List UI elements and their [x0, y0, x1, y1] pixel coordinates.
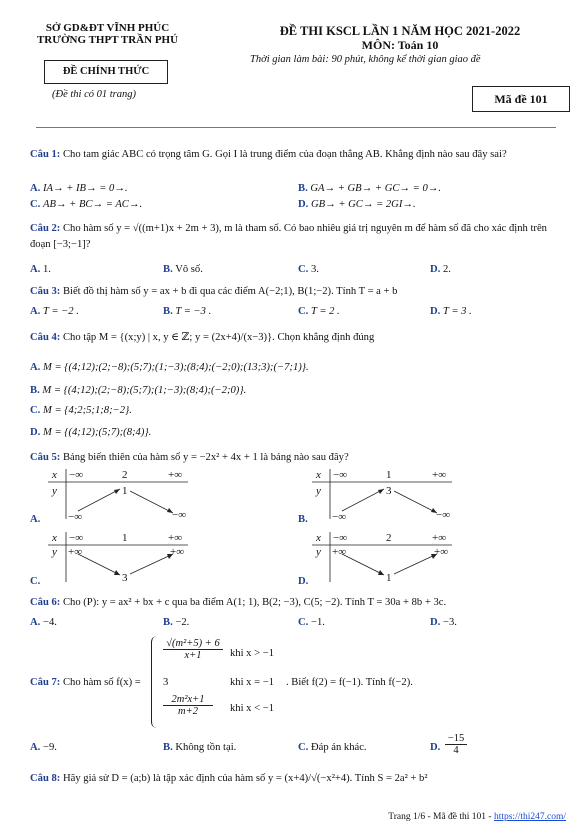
question-text: Cho tập M = {(x;y) | x, y ∈ ℤ; y = (2x+4)/(x−3)}. Chọn khẳng định đúng — [62, 332, 375, 343]
question-2 — [30, 221, 570, 253]
table-neg-inf: −∞ — [333, 532, 348, 544]
question-1 — [30, 148, 570, 162]
table-x-label: x — [316, 469, 321, 481]
table-x-label: x — [52, 532, 57, 544]
q3-option-d[interactable]: D. T = 3 . — [430, 306, 472, 317]
q4-option-c[interactable]: C. M = {4;2;5;1;8;−2}. — [30, 405, 132, 416]
table-y-label: y — [316, 546, 321, 558]
q6-option-a[interactable]: A. −4. — [30, 617, 57, 628]
table-critical-x: 2 — [122, 469, 128, 481]
question-label: Câu 5: — [30, 452, 61, 463]
question-8 — [30, 772, 570, 786]
q6-option-c[interactable]: C. −1. — [298, 617, 325, 628]
piecewise-cond-2: khi x = −1 — [230, 677, 275, 688]
q1-option-a[interactable]: A. IA→ + IB→ = 0→. — [30, 183, 128, 194]
table-pos-inf: +∞ — [432, 532, 447, 544]
table-y-left: −∞ — [332, 511, 347, 523]
table-neg-inf: −∞ — [69, 469, 84, 481]
q6-option-d[interactable]: D. −3. — [430, 617, 457, 628]
question-label: Câu 7: — [30, 677, 61, 688]
variation-table-c[interactable] — [48, 532, 188, 588]
table-pos-inf: +∞ — [432, 469, 447, 481]
piecewise-cond-3: khi x < −1 — [230, 703, 275, 714]
variation-table-b[interactable] — [312, 469, 452, 525]
q5-option-d[interactable]: D. — [298, 576, 309, 587]
question-4 — [30, 331, 570, 345]
table-y-label: y — [52, 546, 57, 558]
variation-table-d[interactable] — [312, 532, 452, 588]
table-x-label: x — [316, 532, 321, 544]
table-pos-inf: +∞ — [168, 532, 183, 544]
official-label: ĐỀ CHÍNH THỨC — [62, 66, 150, 77]
table-y-right: +∞ — [434, 546, 449, 558]
table-y-left: +∞ — [332, 546, 347, 558]
page-footer — [388, 812, 566, 822]
question-label: Câu 6: — [30, 597, 61, 608]
q1-option-b[interactable]: B. GA→ + GB→ + GC→ = 0→. — [298, 183, 441, 194]
exam-title: ĐỀ THI KSCL LẦN 1 NĂM HỌC 2021-2022 — [279, 24, 521, 38]
q2-option-a[interactable]: A. 1. — [30, 264, 51, 275]
piecewise-case-2: 3 — [163, 677, 169, 688]
question-text: Hãy giả sử D = (a;b) là tập xác định của hàm số y = (x+4)/√(−x²+4). Tính S = 2a² + b² — [62, 773, 428, 784]
q4-option-d[interactable]: D. M = {(4;12);(5;7);(8;4)}. — [30, 427, 152, 438]
time-note: Thời gian làm bài: 90 phút, không kể thời gian giao đề — [250, 54, 481, 65]
question-5 — [30, 451, 570, 465]
variation-table-a[interactable] — [48, 469, 188, 525]
question-3 — [30, 285, 570, 299]
q2-option-c[interactable]: C. 3. — [298, 264, 319, 275]
q7-option-d-fraction: −15 4 — [445, 733, 467, 756]
table-critical-x: 1 — [122, 532, 128, 544]
table-critical-x: 2 — [386, 532, 392, 544]
question-label: Câu 4: — [30, 332, 61, 343]
question-text: Cho hàm số f(x) = — [62, 677, 141, 688]
question-label: Câu 3: — [30, 286, 61, 297]
q2-option-b[interactable]: B. Vô số. — [163, 264, 203, 275]
table-y-label: y — [52, 485, 57, 497]
question-7-tail: . Biết f(2) = f(−1). Tính f(−2). — [286, 677, 413, 688]
question-text: Bảng biến thiên của hàm số y = −2x² + 4x + 1 là bảng nào sau đây? — [62, 452, 349, 463]
question-7-intro — [30, 677, 141, 688]
question-text: Cho (P): y = ax² + bx + c qua ba điểm A(1; 1), B(2; −3), C(5; −2). Tính T = 30a + 8b + 3c. — [62, 597, 447, 608]
table-y-right: −∞ — [436, 509, 451, 521]
table-extreme-y: 3 — [386, 485, 392, 497]
q1-option-c[interactable]: C. AB→ + BC→ = AC→. — [30, 199, 143, 210]
q5-option-b[interactable]: B. — [298, 514, 308, 525]
q6-option-b[interactable]: B. −2. — [163, 617, 190, 628]
exam-code: Mã đề 101 — [494, 92, 548, 106]
question-6 — [30, 596, 570, 610]
table-y-right: +∞ — [170, 546, 185, 558]
q7-option-d[interactable]: D. — [430, 742, 441, 753]
table-extreme-y: 3 — [122, 572, 128, 584]
q3-option-a[interactable]: A. T = −2 . — [30, 306, 79, 317]
piecewise-cond-1: khi x > −1 — [230, 648, 275, 659]
q7-option-b[interactable]: B. Không tồn tại. — [163, 742, 237, 753]
piecewise-case-3: 2m²x+1 m+2 — [163, 694, 213, 717]
q3-option-c[interactable]: C. T = 2 . — [298, 306, 340, 317]
subject: MÔN: Toán 10 — [361, 38, 439, 52]
question-text: Cho tam giác ABC có trọng tâm G. Gọi I là trung điểm của đoạn thẳng AB. Khẳng định nào sau đây sai? — [62, 149, 507, 160]
q4-option-b[interactable]: B. M = {(4;12);(2;−8);(5;7);(1;−3);(8;4);(−2;0)}. — [30, 385, 247, 396]
school-name: TRƯỜNG THPT TRẦN PHÚ — [36, 34, 179, 46]
question-text: Biết đồ thị hàm số y = ax + b đi qua các điểm A(−2;1), B(1;−2). Tính T = a + b — [62, 286, 398, 297]
question-label: Câu 2: — [30, 223, 61, 234]
source-link[interactable]: https://thi247.com/ — [493, 812, 566, 822]
table-critical-x: 1 — [386, 469, 392, 481]
table-extreme-y: 1 — [386, 572, 392, 584]
page-number: Trang 1/6 - Mã đề thi 101 - — [388, 812, 494, 822]
department-name: SỞ GD&ĐT VĨNH PHÚC — [45, 22, 170, 34]
q5-option-a[interactable]: A. — [30, 514, 41, 525]
question-label: Câu 8: — [30, 773, 61, 784]
piecewise-case-1: √(m²+5) + 6 x+1 — [163, 638, 223, 661]
question-text: Cho hàm số y = √((m+1)x + 2m + 3), m là tham số. Có bao nhiêu giá trị nguyên m để hàm số đã cho xác định trên đoạn [−3;−1]? — [30, 223, 547, 250]
header-divider — [36, 127, 556, 128]
table-y-right: −∞ — [172, 509, 187, 521]
pages-note: (Đề thi có 01 trang) — [52, 89, 136, 100]
q1-option-d[interactable]: D. GB→ + GC→ = 2GI→. — [298, 199, 416, 210]
q2-option-d[interactable]: D. 2. — [430, 264, 451, 275]
table-y-left: −∞ — [68, 511, 83, 523]
piecewise-brace — [151, 636, 160, 728]
q3-option-b[interactable]: B. T = −3 . — [163, 306, 212, 317]
q5-option-c[interactable]: C. — [30, 576, 41, 587]
table-x-label: x — [52, 469, 57, 481]
question-label: Câu 1: — [30, 149, 61, 160]
table-y-label: y — [316, 485, 321, 497]
q7-option-c[interactable]: C. Đáp án khác. — [298, 742, 367, 753]
q4-option-a[interactable]: A. M = {(4;12);(2;−8);(5;7);(1;−3);(8;4);(−2;0);(13;3);(−7;1)}. — [30, 362, 309, 373]
table-y-left: +∞ — [68, 546, 83, 558]
table-neg-inf: −∞ — [69, 532, 84, 544]
table-pos-inf: +∞ — [168, 469, 183, 481]
table-neg-inf: −∞ — [333, 469, 348, 481]
table-extreme-y: 1 — [122, 485, 128, 497]
q7-option-a[interactable]: A. −9. — [30, 742, 57, 753]
